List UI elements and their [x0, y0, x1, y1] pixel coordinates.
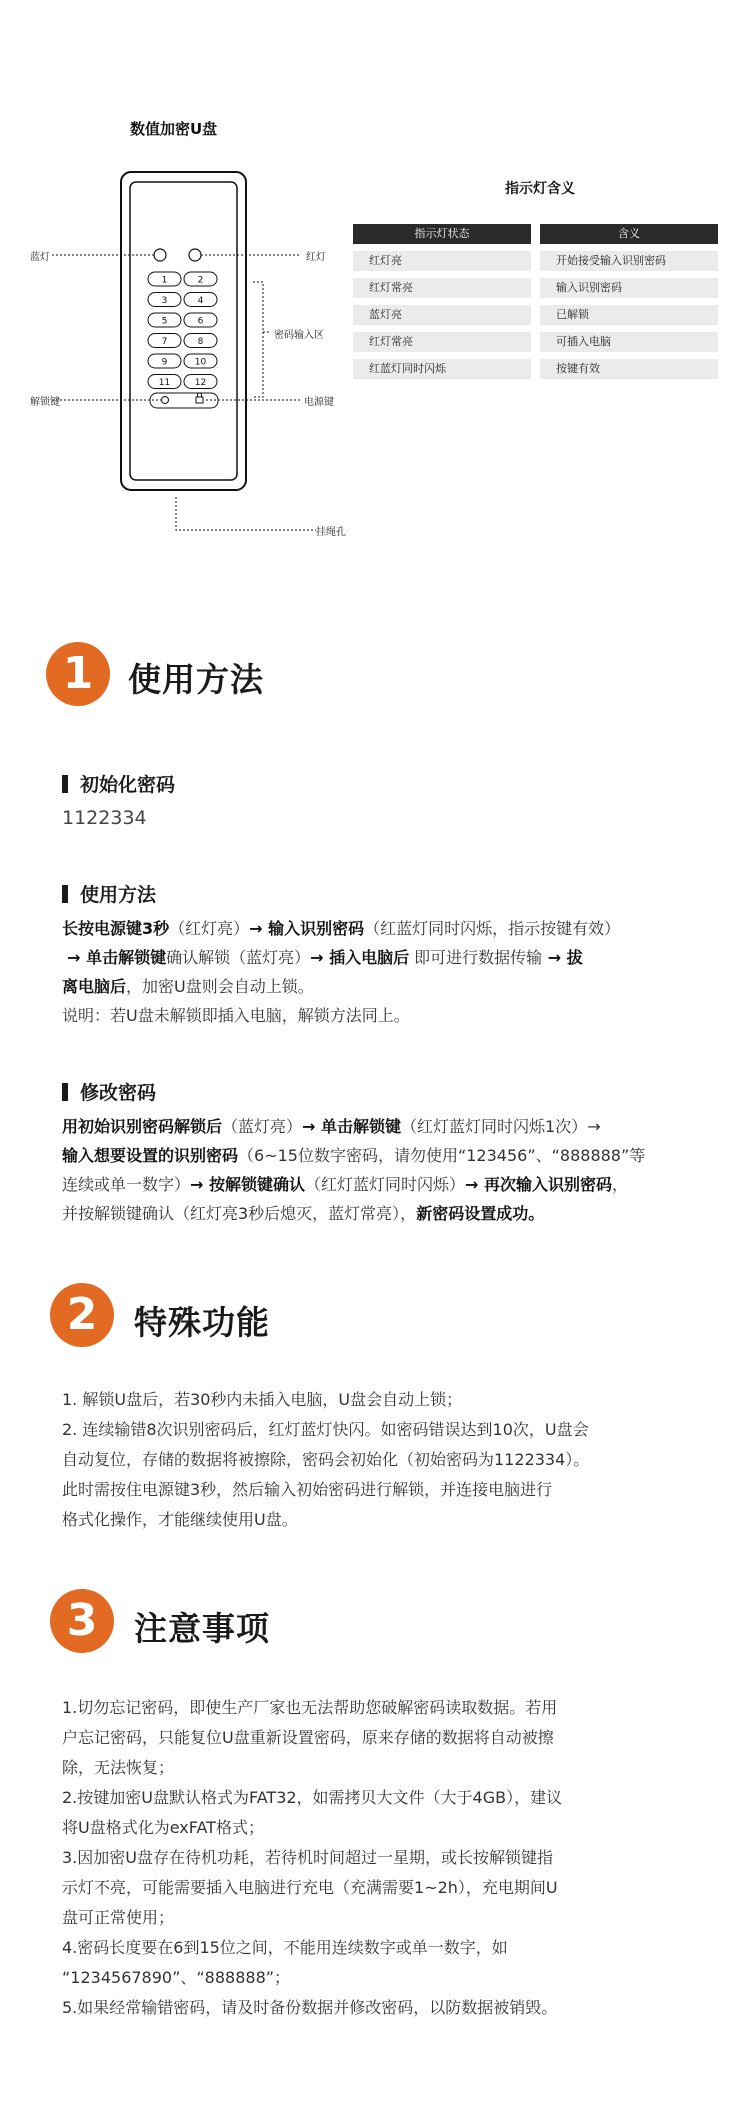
usage-text — [62, 914, 712, 1030]
list-item: 除，无法恢复； — [62, 1758, 175, 1777]
list-item: 2.按键加密U盘默认格式为FAT32，如需拷贝大文件（大于4GB），建议 — [62, 1788, 563, 1807]
meaning-cell: 按键有效 — [540, 359, 718, 379]
status-cell: 红蓝灯同时闪烁 — [353, 359, 531, 379]
keypad-key-label: 12 — [194, 378, 207, 388]
precautions-list — [62, 1693, 722, 2023]
list-item: 户忘记密码，只能复位U盘重新设置密码，原来存储的数据将自动被擦 — [62, 1728, 554, 1747]
heading-bar — [62, 1083, 68, 1101]
section-2-title: 特殊功能 — [134, 1303, 270, 1342]
section-3-title: 注意事项 — [134, 1609, 270, 1648]
keypad-key-label: 9 — [161, 357, 168, 368]
table-row — [353, 332, 720, 352]
diagram-title: 数值加密U盘 — [130, 120, 218, 138]
power-key-label: 电源键 — [304, 397, 334, 408]
status-cell: 蓝灯亮 — [353, 305, 531, 325]
modify-password-heading — [62, 1078, 156, 1105]
meaning-cell: 输入识别密码 — [540, 278, 718, 298]
indicator-table — [353, 224, 720, 386]
status-cell: 红灯常亮 — [353, 278, 531, 298]
keypad-key-label: 3 — [161, 296, 168, 306]
list-item: 2. 连续输错8次识别密码后，红灯蓝灯快闪。如密码错误达到10次，U盘会 — [62, 1420, 589, 1439]
blue-led-label: 蓝灯 — [30, 252, 50, 263]
meaning-cell: 已解锁 — [540, 305, 718, 325]
list-item: 5.如果经常输错密码，请及时备份数据并修改密码，以防数据被销毁。 — [62, 1998, 558, 2017]
usage-line: 长按电源键3秒（红灯亮）→ 输入识别密码（红蓝灯同时闪烁，指示按键有效） — [62, 919, 621, 938]
status-cell: 红灯亮 — [353, 251, 531, 271]
modify-line: 连续或单一数字）→ 按解锁键确认（红灯蓝灯同时闪烁）→ 再次输入识别密码， — [62, 1175, 629, 1194]
keypad-key-label: 8 — [197, 337, 204, 347]
usage-note: 说明：若U盘未解锁即插入电脑，解锁方法同上。 — [62, 1006, 410, 1025]
device-diagram — [20, 160, 350, 560]
list-item: 盘可正常使用； — [62, 1908, 175, 1927]
list-item: 1.切勿忘记密码，即使生产厂家也无法帮助您破解密码读取数据。若用 — [62, 1698, 558, 1717]
keypad-key-label: 4 — [197, 296, 204, 306]
list-item: 格式化操作，才能继续使用U盘。 — [62, 1510, 298, 1529]
modify-line: 并按解锁键确认（红灯亮3秒后熄灭，蓝灯常亮），新密码设置成功。 — [62, 1204, 545, 1223]
unlock-key-label: 解锁键 — [30, 397, 60, 408]
section-3-badge — [50, 1589, 114, 1653]
list-item: 4.密码长度要在6到15位之间，不能用连续数字或单一数字，如 — [62, 1938, 508, 1957]
modify-password-heading-text: 修改密码 — [80, 1082, 157, 1104]
lanyard-hole-label: 挂绳孔 — [316, 527, 346, 538]
table-row — [353, 251, 720, 271]
section-2-badge — [50, 1283, 114, 1347]
list-item: 将U盘格式化为exFAT格式； — [62, 1818, 264, 1837]
keypad-key-label: 1 — [161, 275, 168, 286]
modify-line: 输入想要设置的识别密码（6~15位数字密码，请勿使用“123456”、“888888”等 — [62, 1146, 646, 1165]
unlock-key-icon — [162, 397, 169, 404]
section-1-number: 1 — [62, 648, 94, 699]
list-item: 1. 解锁U盘后，若30秒内未插入电脑，U盘会自动上锁； — [62, 1390, 463, 1409]
heading-bar — [62, 775, 68, 793]
usage-line: → 单击解锁键确认解锁（蓝灯亮）→ 插入电脑后 即可进行数据传输 → 拔 — [67, 948, 583, 967]
meaning-cell: 开始接受输入识别密码 — [540, 251, 718, 271]
header-meaning: 含义 — [540, 224, 718, 244]
modify-password-text — [62, 1112, 722, 1228]
list-item: 3.因加密U盘存在待机功耗，若待机时间超过一星期，或长按解锁键指 — [62, 1848, 553, 1867]
section-2-number: 2 — [66, 1289, 98, 1340]
table-row — [353, 278, 720, 298]
init-password-value: 1122334 — [62, 807, 147, 829]
list-item: 此时需按住电源键3秒，然后输入初始密码进行解锁，并连接电脑进行 — [62, 1480, 553, 1499]
red-led-label: 红灯 — [306, 252, 326, 263]
keypad-key-label: 11 — [158, 378, 171, 388]
status-cell: 红灯常亮 — [353, 332, 531, 352]
keypad-key-label: 10 — [194, 357, 207, 368]
usage-line: 离电脑后，加密U盘则会自动上锁。 — [62, 977, 314, 996]
usage-heading-text: 使用方法 — [80, 884, 157, 906]
init-password-heading — [62, 770, 175, 797]
heading-bar — [62, 885, 68, 903]
keypad-area-label: 密码输入区 — [274, 330, 324, 341]
power-key-icon — [196, 397, 203, 403]
init-password-heading-text: 初始化密码 — [80, 774, 176, 796]
list-item: 自动复位，存储的数据将被擦除，密码会初始化（初始密码为1122334）。 — [62, 1450, 590, 1469]
indicator-header-row — [353, 224, 720, 244]
section-3-number: 3 — [66, 1595, 98, 1646]
keypad-key-label: 2 — [197, 275, 204, 286]
keypad-key-label: 6 — [197, 316, 204, 327]
red-led-icon — [189, 249, 201, 261]
blue-led-icon — [154, 249, 166, 261]
special-functions-list — [62, 1385, 722, 1535]
header-status: 指示灯状态 — [353, 224, 531, 244]
table-row — [353, 305, 720, 325]
indicator-title: 指示灯含义 — [505, 181, 575, 197]
keypad-key-label: 5 — [161, 316, 168, 327]
section-1-title: 使用方法 — [128, 660, 264, 699]
keypad-key-label: 7 — [161, 337, 168, 347]
meaning-cell: 可插入电脑 — [540, 332, 718, 352]
table-row — [353, 359, 720, 379]
list-item: “1234567890”、“888888”； — [62, 1968, 291, 1987]
modify-line: 用初始识别密码解锁后（蓝灯亮）→ 单击解锁键（红灯蓝灯同时闪烁1次）→ — [62, 1117, 601, 1136]
list-item: 示灯不亮，可能需要插入电脑进行充电（充满需要1~2h），充电期间U — [62, 1878, 558, 1897]
section-1-badge — [46, 642, 110, 706]
usage-heading — [62, 880, 156, 907]
